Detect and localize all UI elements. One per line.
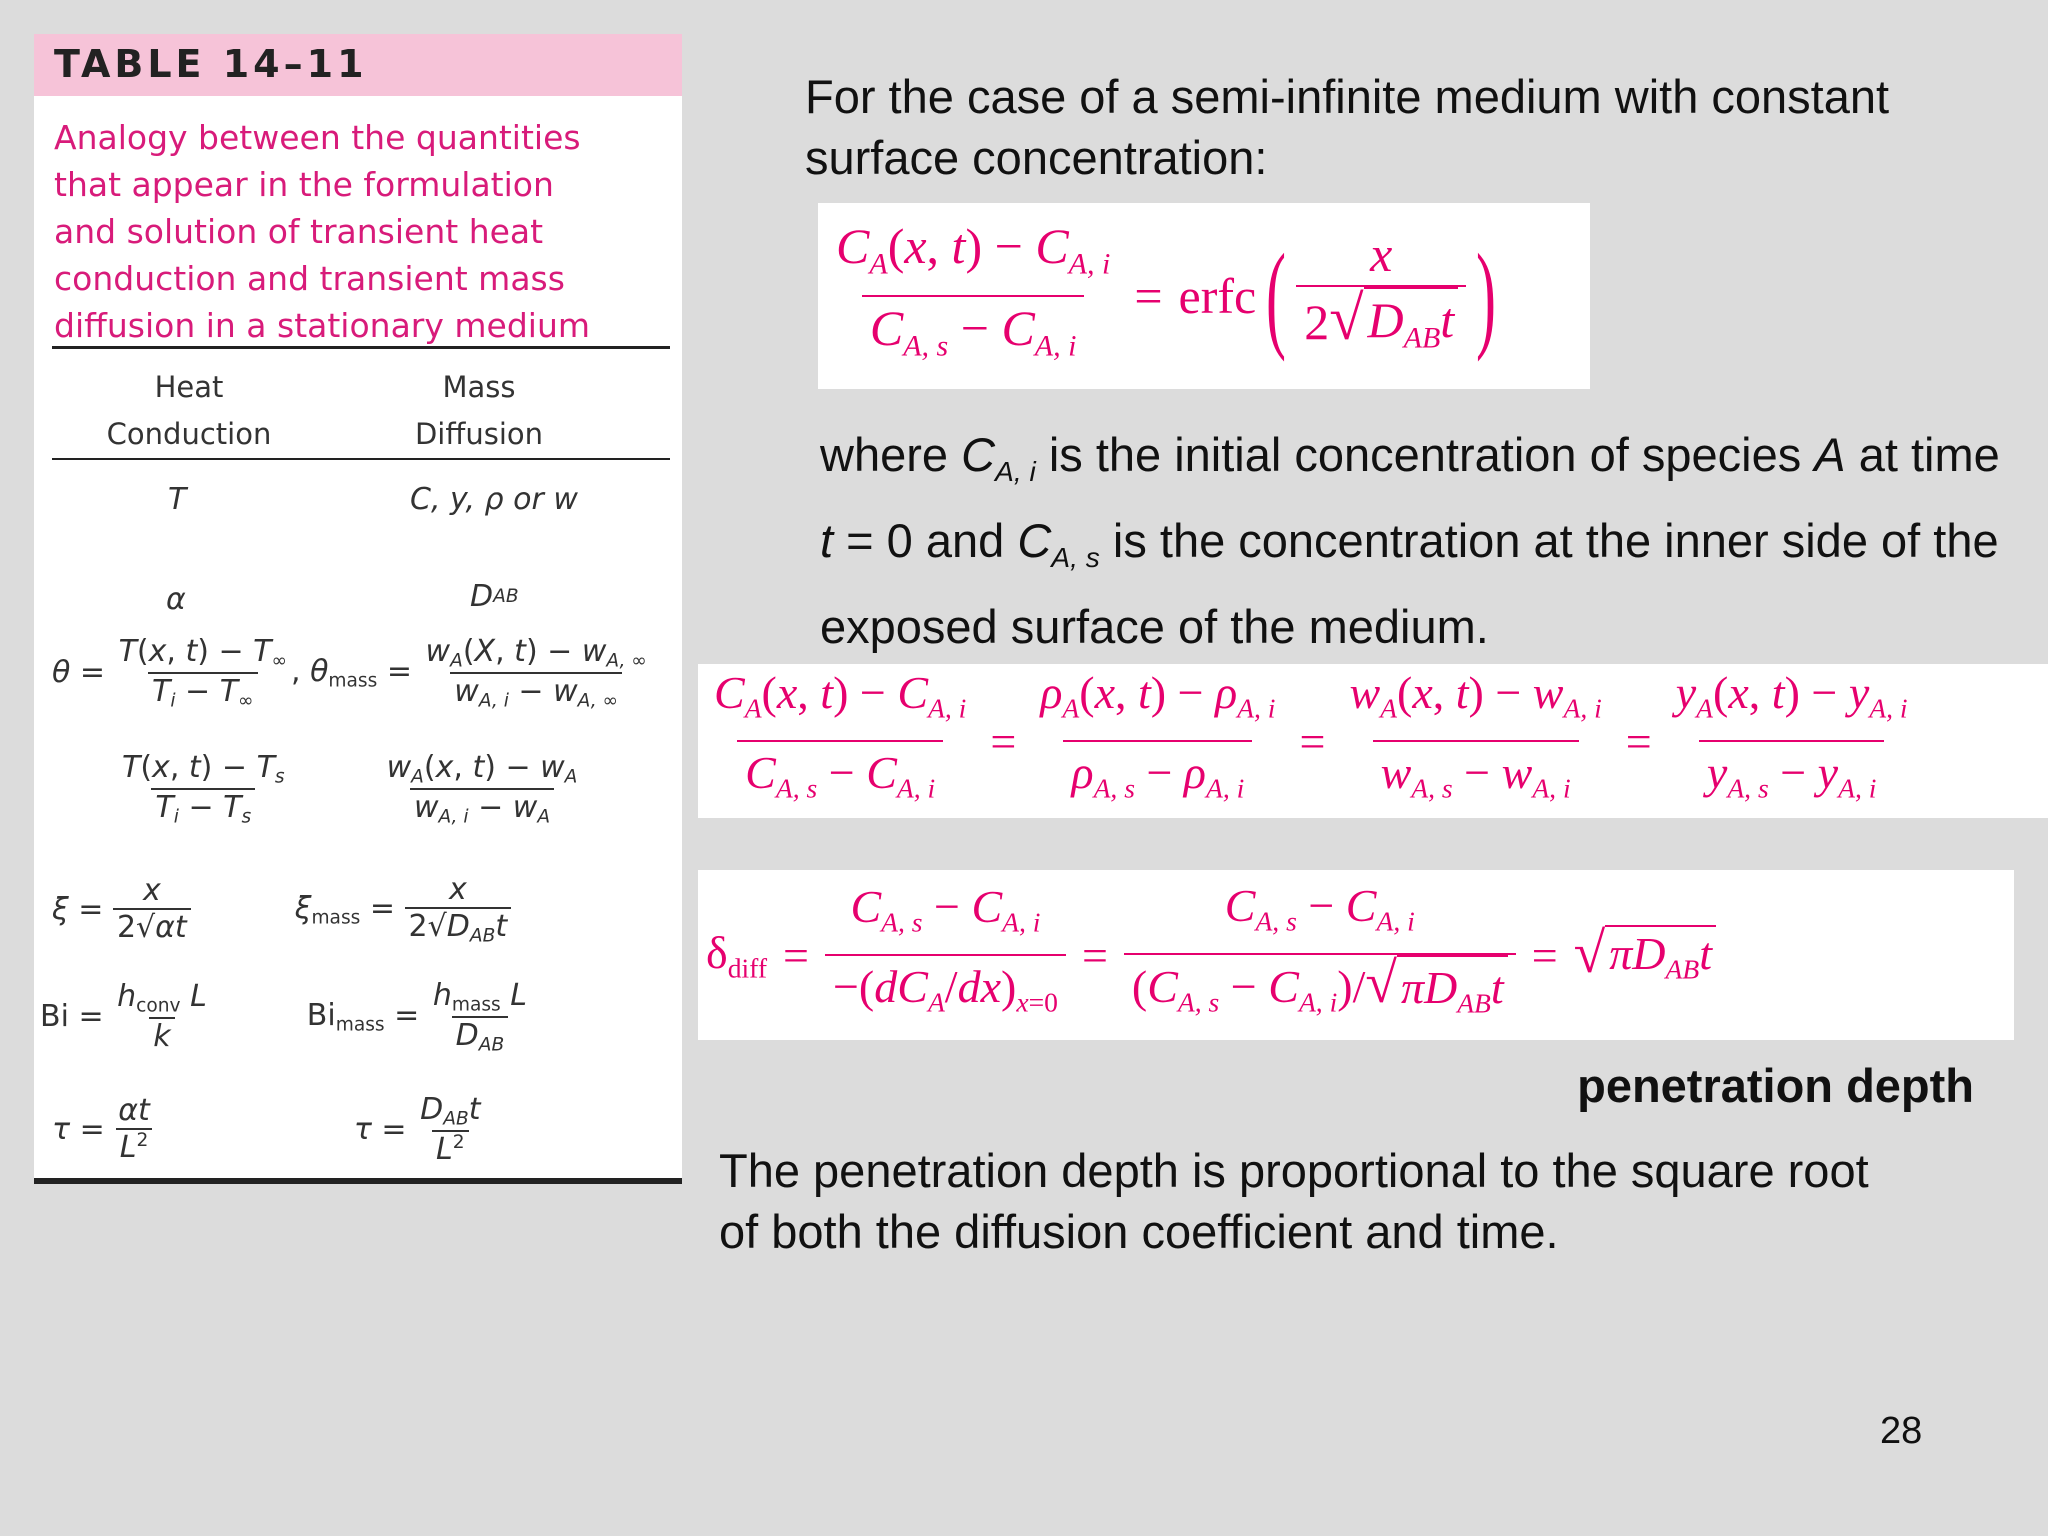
equivalent-ratios-equation: $\frac{C_A(x, t) - C_{A, i}}{C_{A, s} - C_{A, i}}$ = $\frac{\rho_A(x, t) - \rho_{A, i}}{\rho_{A, s} - \rho_{A, i}}$ = $\frac{w_A(x, t) - w_{A, i}}{w_{A, s} - w_{A, i}}$ = $\frac{y_A(x, t) - y_{A, i}}{y_{A, s} - y_{A, i}}$ <box>698 664 2048 818</box>
caption-line: that appear in the formulation <box>54 165 554 204</box>
table-bottom-rule <box>34 1178 682 1184</box>
table-caption <box>54 114 664 349</box>
definition-text: where $C_{A, i}$ is the initial concentration of species A at time t = 0 and $C_{A, s}$ is the concentration at the inner side of the exposed surface of the medium. <box>820 428 2000 653</box>
penetration-depth-equation: $\delta_{diff}$ = $\frac{C_{A, s} - C_{A, i}}{-(dC_A/dx)_{x=0}}$ = $C_{A, s} - C_{A, i}$ $(C_{A, s} - C_{A, i})/$ √ $\pi D_{AB}t$ = √ $\pi D_{AB}t$ <box>698 870 2014 1040</box>
caption-line: diffusion in a stationary medium <box>54 306 591 345</box>
caption-line: and solution of transient heat <box>54 212 544 251</box>
table-row-tau: τ = $\frac{\alpha t}{L^2}$ τ = $\frac{D_{AB}t}{L^2}$ <box>52 1092 481 1167</box>
erfc-solution-equation: $\frac{C_A(x, t) - C_{A, i}}{C_{A, s} - C_{A, i}}$ = erfc ( x 2 √ $D_{AB}t$ ) <box>818 203 1590 389</box>
slide-number: 28 <box>1880 1410 1923 1452</box>
table-row-theta-s: $\frac{T(x, t) - T_s}{T_i - T_s}$ $\frac{w_A(x, t) - w_A}{w_{A, i} - w_A}$ <box>122 750 578 828</box>
table-title: TABLE 14–11 <box>54 42 368 86</box>
caption-line: Analogy between the quantities <box>54 118 581 157</box>
table-row-xi: ξ = $\frac{x}{2√\alpha t}$ $\xi_{mass}$ = $\frac{x}{2√D_{AB}t}$ <box>52 872 511 947</box>
table-cell-heat-variable: T <box>168 482 187 517</box>
intro-text: For the case of a semi-infinite medium with constant surface concentration: <box>805 70 1890 184</box>
analogy-table <box>34 34 682 1184</box>
caption-line: conduction and transient mass <box>54 259 565 298</box>
header-divider <box>52 458 670 460</box>
table-cell-mass-variable: C, y, ρ or w <box>410 482 578 517</box>
caption-divider <box>52 346 670 349</box>
column-header-mass: Mass Diffusion <box>414 370 544 451</box>
conclusion-text: The penetration depth is proportional to the square root of both the diffusion coefficient and time. <box>719 1144 1869 1258</box>
table-title-bar <box>34 34 682 96</box>
table-row-biot: Bi = $\frac{h_{conv} L}{k}$ $Bi_{mass}$ = $\frac{h_{mass} L}{D_{AB}}$ <box>40 978 527 1056</box>
table-row-theta: θ = $\frac{T(x, t) - T_\infty}{T_i - T_\infty}$ , $\theta_{mass}$ = $\frac{w_A(X, t) - w_{A, \infty}}{w_{A, i} - w_{A, \infty}}$ <box>52 634 647 712</box>
column-header-heat: Heat Conduction <box>106 370 272 451</box>
table-cell-heat-diffusivity: α <box>166 582 186 617</box>
table-cell-mass-diffusivity: D AB <box>470 579 519 614</box>
penetration-depth-label: penetration depth <box>1577 1059 1974 1112</box>
